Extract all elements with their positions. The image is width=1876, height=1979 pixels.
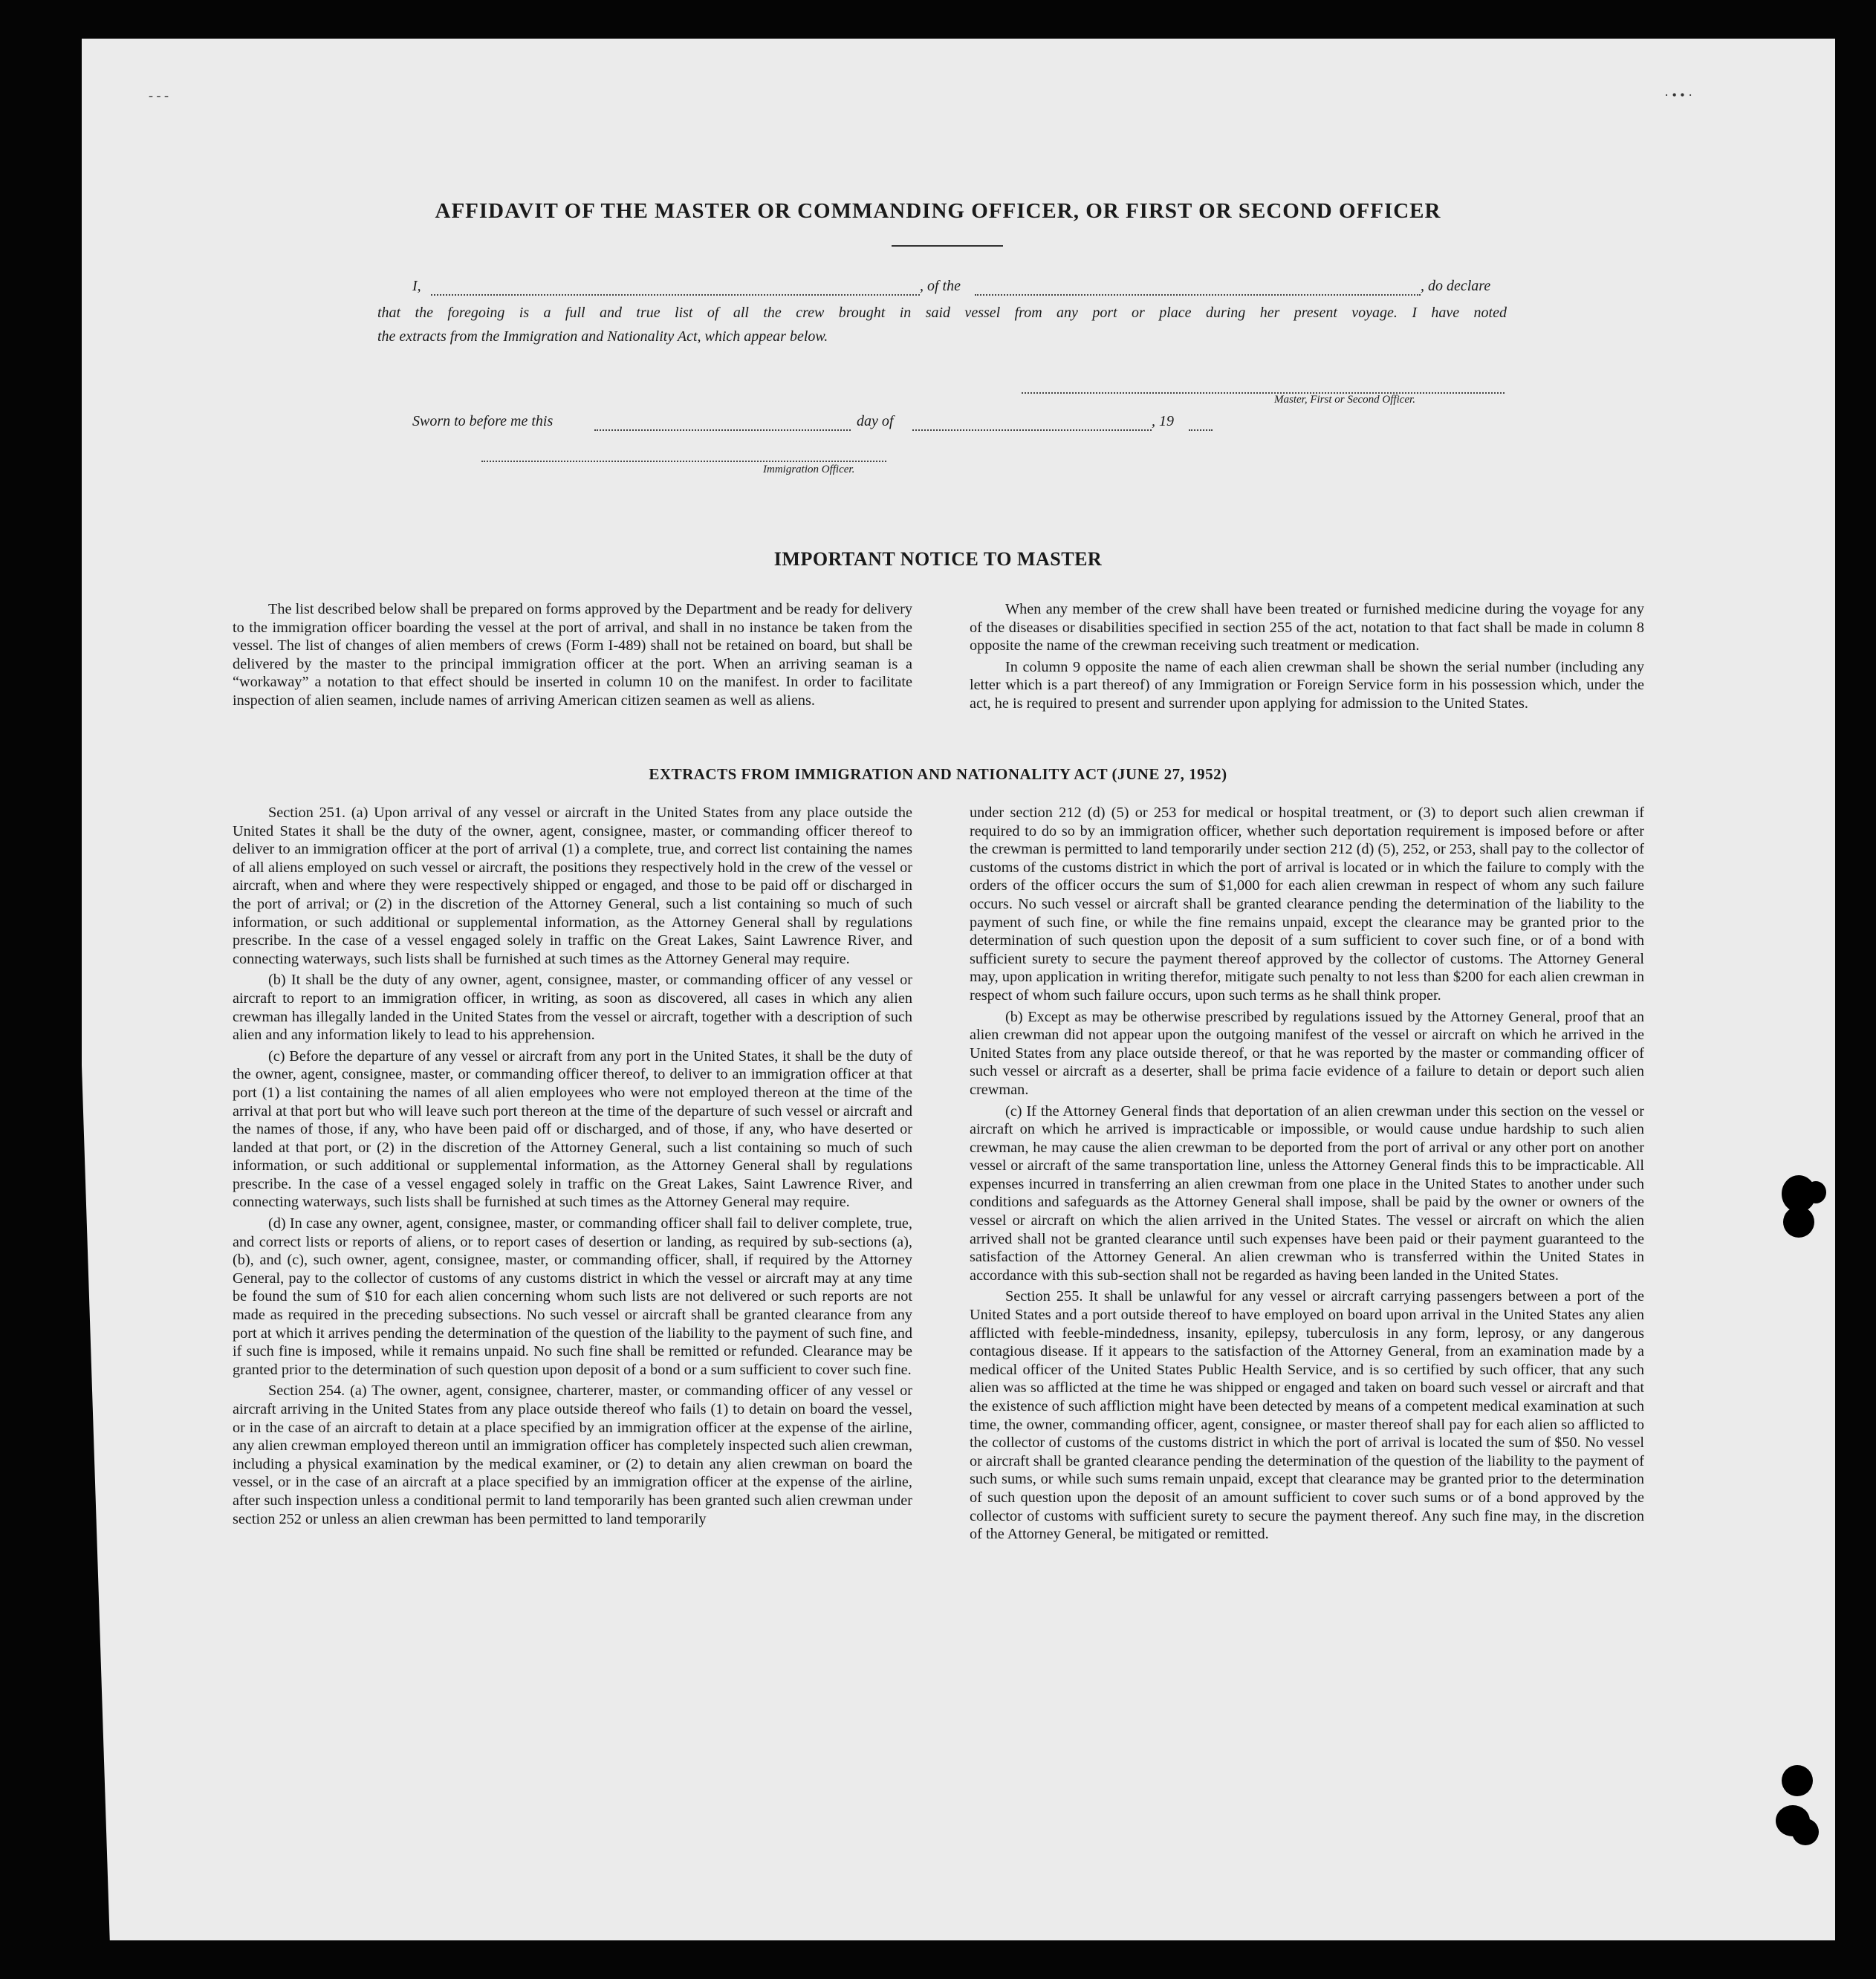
corner-mark-left: - - -	[149, 88, 169, 103]
day-of-label: day of	[857, 413, 894, 429]
declaration-line-2: that the foregoing is a full and true list of all the crew brought in said vessel from any port or place during her present voyage. I have noted	[377, 305, 1507, 321]
section-251-c: (c) Before the departure of any vessel or aircraft from any port in the United States, it shall be the duty of the owner, agent, consignee, master, or commanding officer thereof, to deliver to an immigration officer at that port (1) a list containing the names of all alien employees who were not employed thereon at the time of the arrival at that port but who will leave such port thereon at the time of the departure of such vessel or aircraft and the names of those, if any, who have been paid off or discharged, and of those, if any, who have deserted or landed at that port, or (2) in the discretion of the Attorney General, such a list containing so much of such information, or such additional or supplemental information, as the Attorney General shall by regulations prescribe. In the case of a vessel engaged solely in traffic on the Great Lakes, Saint Lawrence River, and connecting waterways, such lists shall be furnished at such times as the Attorney General may require.	[233, 1047, 912, 1211]
declare-i-label: I,	[412, 278, 421, 294]
punch-hole-mark	[1805, 1181, 1826, 1203]
sworn-day-blank[interactable]	[594, 429, 851, 431]
vessel-blank[interactable]	[975, 294, 1421, 296]
punch-hole-mark	[1792, 1819, 1819, 1845]
notice-right-paragraph-1: When any member of the crew shall have been treated or furnished medicine during the voyage for any of the diseases or disabilities specified in section 255 of the act, notation to that fact shall be made in column 8 opposite the name of the crewman receiving such treatment or medication.	[970, 601, 1644, 654]
section-251-a: Section 251. (a) Upon arrival of any vessel or aircraft in the United States from any place outside the United States it shall be the duty of the owner, agent, consignee, master, or commanding officer thereof to deliver to an immigration officer at the port of arrival (1) a complete, true, and correct list containing the names of all aliens employed on such vessel or aircraft, the positions they respectively hold in the crew of the vessel or aircraft, when and where they were respectively shipped or engaged, and those to be paid off or discharged in the port of arrival; or (2) in the discretion of the Attorney General, such a list containing so much of such information, or such additional or supplemental information, as the Attorney General shall by regulations prescribe. In the case of a vessel engaged solely in traffic on the Great Lakes, Saint Lawrence River, and connecting waterways, such lists shall be furnished at such times as the Attorney General may require.	[233, 805, 912, 967]
notice-right-column	[970, 600, 1644, 716]
notice-left-column	[233, 600, 912, 713]
sworn-year-blank[interactable]	[1189, 429, 1213, 431]
of-the-label: , of the	[920, 278, 961, 294]
sworn-month-blank[interactable]	[912, 429, 1152, 431]
page-title: AFFIDAVIT OF THE MASTER OR COMMANDING OFFICER, OR FIRST OR SECOND OFFICER	[435, 199, 1441, 223]
notice-title: IMPORTANT NOTICE TO MASTER	[773, 548, 1103, 570]
do-declare-label: , do declare	[1421, 278, 1491, 294]
title-underline	[892, 245, 1003, 247]
officer-signature-label: Immigration Officer.	[763, 464, 855, 475]
notice-left-paragraph: The list described below shall be prepared on forms approved by the Department and be ready for delivery to the immigration officer boarding the vessel at the port of arrival, and shall in no instance be taken from the vessel. The list of changes of alien members of crews (Form I-489) shall not be retained on board, but shall be delivered by the master to the principal immigration officer at the port. When an arriving seaman is a “workaway” a notation to that effect should be inserted in column 10 on the manifest. In order to facilitate inspection of alien seamen, include names of arriving American citizen seamen as well as aliens.	[233, 601, 912, 709]
punch-hole-mark	[1783, 1206, 1814, 1238]
officer-signature-line[interactable]	[481, 461, 886, 462]
declaration-line-3: the extracts from the Immigration and Nationality Act, which appear below.	[377, 328, 828, 345]
section-251-b: (b) It shall be the duty of any owner, agent, consignee, master, or commanding officer of any vessel or aircraft to report to an immigration officer, in writing, as soon as discovered, all cases in which any alien crewman has illegally landed in the United States from the vessel or aircraft, together with a description of such alien and any information likely to lead to his apprehension.	[233, 972, 912, 1044]
notice-right-paragraph-2: In column 9 opposite the name of each alien crewman shall be shown the serial number (including any letter which is a part thereof) of any Immigration or Foreign Service form in his possession which, under the act, he is required to present and surrender upon applying for admission to the United States.	[970, 658, 1644, 712]
section-251-d: (d) In case any owner, agent, consignee, master, or commanding officer shall fail to deliver complete, true, and correct lists or reports of aliens, or to report cases of desertion or landing, as required by sub-sections (a), (b), and (c), such owner, agent, consignee, master, or commanding officer, shall, if required by the Attorney General, pay to the collector of customs of any customs district in which the vessel or aircraft may at any time be found the sum of $10 for each alien concerning whom such lists are not delivered or such reports are not made as required in the preceding subsections. No such vessel or aircraft shall be granted clearance from any port at which it arrives pending the determination of the question of the liability to the payment of such fine, and if such fine is imposed, while it remains unpaid. No such fine shall be remitted or refunded. Clearance may be granted prior to the determination of such question upon deposit of a bond or a sum sufficient to cover such fine.	[233, 1215, 912, 1378]
punch-hole-mark	[1782, 1765, 1813, 1796]
section-254-b: (b) Except as may be otherwise prescribed by regulations issued by the Attorney General, proof that an alien crewman did not appear upon the outgoing manifest of the vessel or aircraft on which he arrived in the United States from any place outside thereof, or that he was reported by the master or commanding officer of such vessel or aircraft as a deserter, shall be prima facie evidence of a failure to detain or deport such alien crewman.	[970, 1008, 1644, 1098]
section-254-c: (c) If the Attorney General finds that deportation of an alien crewman under this section on the vessel or aircraft on which he arrived is impracticable or impossible, or would cause undue hardship to such alien crewman, he may cause the alien crewman to be deported from the port of arrival or any other port on another vessel or aircraft of the same transportation line, unless the Attorney General finds this to be impracticable. All expenses incurred in transferring an alien crewman from one place in the United States to another under such conditions and safeguards as the Attorney General shall impose, shall be paid by the owner or owners of the vessel or aircraft on which the alien arrived in the United States. The vessel or aircraft on which the alien arrived shall not be granted clearance until such expenses have been paid or their payment guaranteed to the satisfaction of the Attorney General. An alien crewman who is transferred within the United States in accordance with this sub-section shall not be regarded as having been landed in the United States.	[970, 1102, 1644, 1284]
name-blank[interactable]	[431, 294, 920, 296]
master-signature-line[interactable]	[1022, 392, 1505, 394]
sworn-label: Sworn to before me this	[412, 413, 554, 429]
section-254-a: Section 254. (a) The owner, agent, consignee, charterer, master, or commanding officer of any vessel or aircraft arriving in the United States from any place outside thereof who fails (1) to detain on board the vessel, or in the case of an aircraft to detain at a place specified by an immigration officer at the expense of the airline, any alien crewman employed thereon until an immigration officer has completely inspected such alien crewman, including a physical examination by the medical examiner, or (2) to detain any alien crewman on board the vessel, or in the case of an aircraft at a place specified by an immigration officer at the expense of the airline, after such inspection unless a conditional permit to land temporarily has been granted such alien crewman under section 252 or unless an alien crewman has been permitted to land temporarily	[233, 1382, 912, 1527]
extracts-right-column	[970, 804, 1644, 1547]
section-254-a-continued: under section 212 (d) (5) or 253 for medical or hospital treatment, or (3) to deport such alien crewman if required to do so by an immigration officer, whether such deportation requirement is imposed before or after the crewman is permitted to land temporarily under section 212 (d) (5), 252, or 253, shall pay to the collector of customs of the customs district in which the port of arrival is located or in which the failure to comply with the orders of the officer occurs the sum of $1,000 for each alien crewman in respect of whom any such failure occurs. No such vessel or aircraft shall be granted clearance pending the determination of the liability to the payment of such fine, or while the fine remains unpaid, except the clearance may be granted prior to the determination of such question upon the deposit of a sum sufficient to cover such fine, or of a bond with sufficient surety to secure the payment thereof approved by the collector of customs. The Attorney General may, upon application in writing therefor, mitigate such penalty to not less than $200 for each alien crewman in respect of whom such failure occurs, upon such terms as he shall think proper.	[970, 805, 1644, 1004]
extracts-title: EXTRACTS FROM IMMIGRATION AND NATIONALITY ACT (JUNE 27, 1952)	[649, 765, 1227, 783]
year-label: , 19	[1152, 413, 1174, 429]
extracts-left-column	[233, 804, 912, 1531]
section-255: Section 255. It shall be unlawful for any vessel or aircraft carrying passengers between a port of the United States and a port outside thereof to have employed on board upon arrival in the United States any alien afflicted with feeble-mindedness, insanity, epilepsy, tuberculosis in any form, leprosy, or any dangerous contagious disease. If it appears to the satisfaction of the Attorney General, from an examination made by a medical officer of the United States Public Health Service, and is so certified by such officer, that any such alien was so afflicted at the time he was shipped or engaged and taken on board such vessel or aircraft and that the existence of such affliction might have been detected by means of a competent medical examination at such time, the owner, commanding officer, agent, consignee, or master thereof shall pay for each alien so afflicted to the collector of customs of the customs district in which the port of arrival is located the sum of $50. No vessel or aircraft shall be granted clearance pending the determination of the question of the liability to the payment of such sums, or while such sums remain unpaid, except that clearance may be granted prior to the determination of such question upon the deposit of an amount sufficient to cover such sums or of a bond approved by the collector of customs with sufficient surety to secure the payment thereof. Any such fine may, in the discretion of the Attorney General, be mitigated or remitted.	[970, 1288, 1644, 1543]
corner-mark-right: · • • ·	[1664, 88, 1693, 103]
master-signature-label: Master, First or Second Officer.	[1274, 394, 1415, 406]
